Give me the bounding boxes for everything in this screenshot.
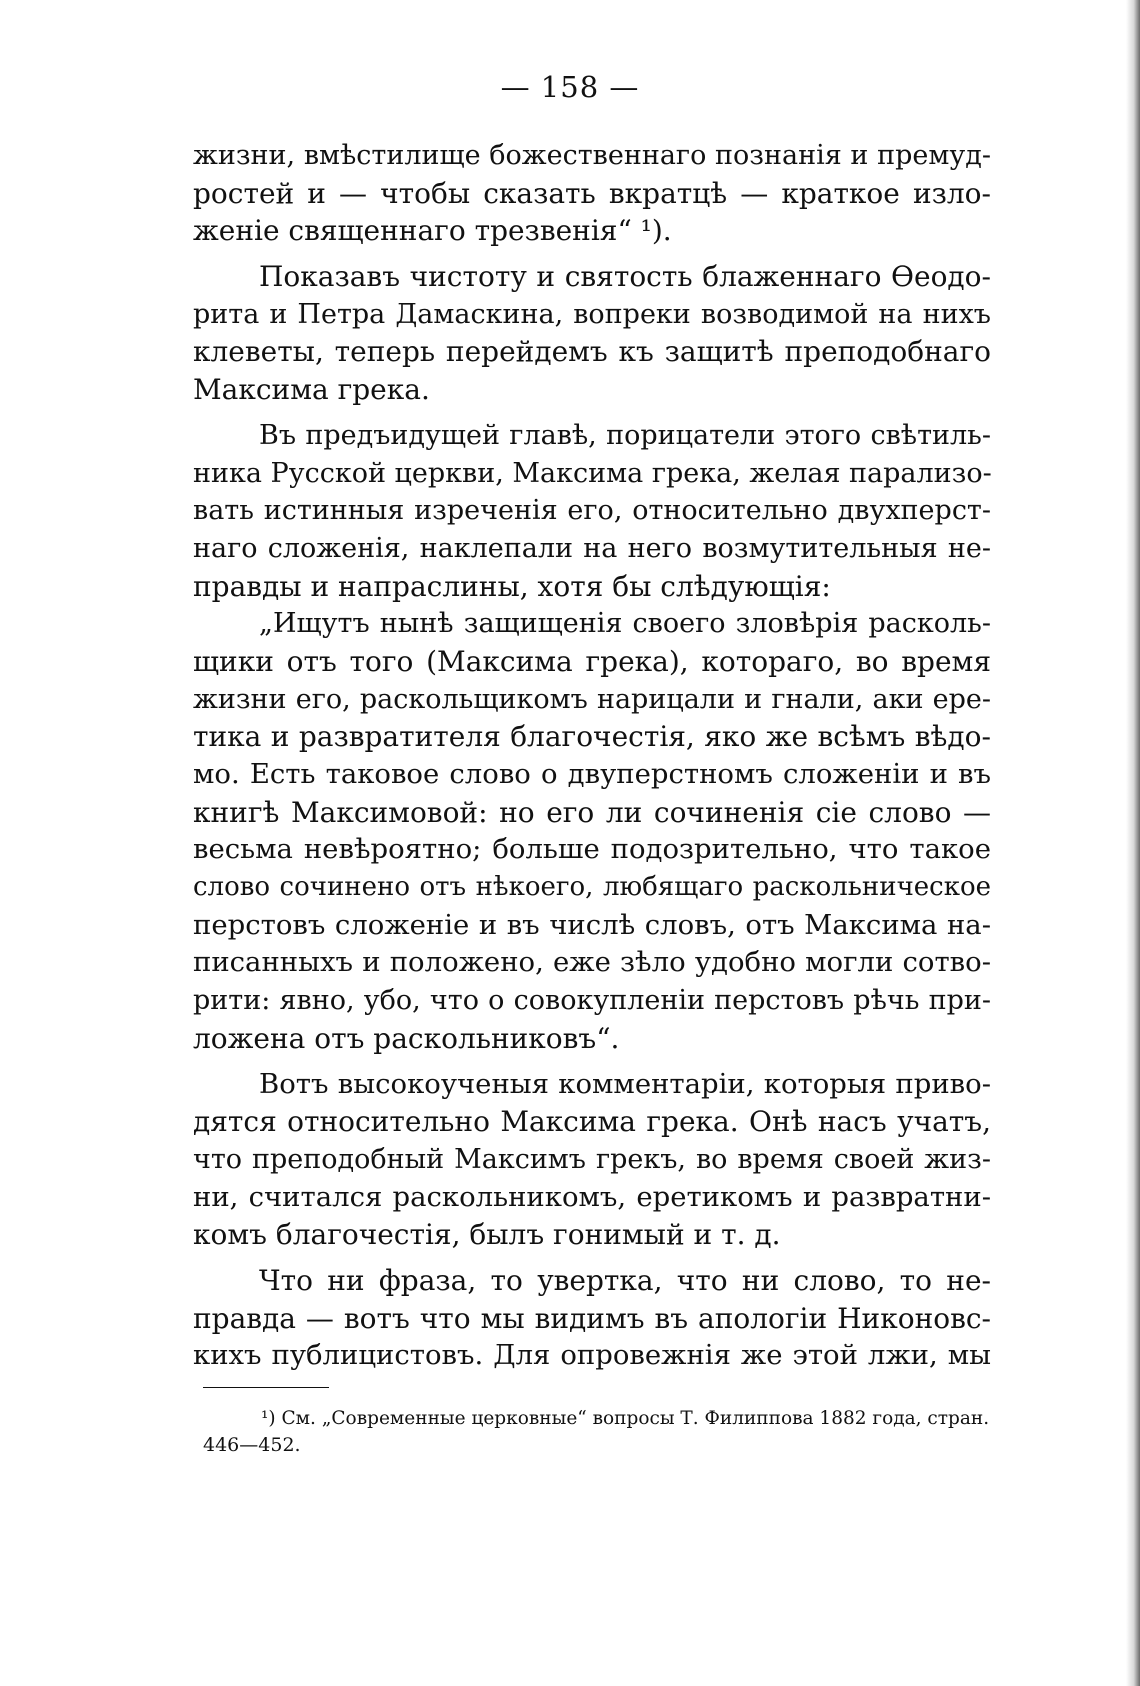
- text-line: наго сложенія, наклепали на него возмутительныя не-: [193, 532, 991, 564]
- text-line: кихъ публицистовъ. Для опровежнія же этой лжи, мы: [193, 1339, 991, 1372]
- text-line: мо. Есть таковое слово о двуперстномъ сложеніи и въ: [193, 758, 991, 790]
- text-line: Вотъ высокоученыя комментаріи, которыя приво-: [259, 1067, 991, 1100]
- scan-edge-shadow: [1126, 0, 1140, 1686]
- text-line: жизни, вмѣстилище божественнаго познанія и премуд-: [193, 140, 991, 171]
- text-line: рита и Петра Дамаскина, вопреки возводимой на нихъ: [193, 298, 991, 330]
- text-line: дятся относительно Максима грека. Онѣ насъ учатъ,: [193, 1105, 991, 1139]
- text-line: женіе священнаго трезвенія“ ¹).: [193, 214, 672, 248]
- body-text: [193, 137, 991, 1375]
- paragraph-2: [193, 258, 991, 409]
- footnote: [203, 1405, 989, 1459]
- text-line: щики отъ того (Максима грека), котораго, во время: [193, 644, 991, 678]
- paragraph-6: [193, 1262, 991, 1375]
- text-line: Что ни фраза, то увертка, что ни слово, то не-: [259, 1263, 991, 1297]
- text-line: ника Русской церкви, Максима грека, желая парализо-: [193, 457, 992, 489]
- page-number: — 158 —: [500, 70, 640, 104]
- text-line: жизни его, раскольщикомъ нарицали и гнали, аки ере-: [193, 683, 991, 715]
- text-line: правды и напраслины, хотя бы слѣдующія:: [193, 569, 831, 603]
- footnote-divider: [203, 1387, 329, 1388]
- text-line: весьма невѣроятно; больше подозрительно, что такое: [193, 833, 991, 866]
- footnote-line: ¹) См. „Современные церковные“ вопросы Т. Филиппова 1882 года, стран.: [261, 1408, 990, 1429]
- text-line: писанныхъ и положено, еже зѣло удобно могли сотво-: [193, 946, 991, 979]
- text-line: тика и развратителя благочестія, яко же всѣмъ вѣдо-: [193, 720, 991, 754]
- footnote-line: 446—452.: [203, 1434, 301, 1456]
- text-line: ростей и — чтобы сказать вкратцѣ — краткое изло-: [193, 176, 991, 210]
- text-line: слово сочинено отъ нѣкоего, любящаго раскольническое: [193, 872, 991, 903]
- text-line: Максима грека.: [193, 373, 430, 407]
- paragraph-3: [193, 417, 991, 605]
- text-line: книгѣ Максимовой: но его ли сочиненія сіе слово —: [193, 795, 991, 829]
- text-line: рити: явно, убо, что о совокупленіи перстовъ рѣчь при-: [193, 985, 991, 1017]
- paragraph-1: [193, 137, 991, 250]
- quotation: [193, 605, 991, 1057]
- text-line: ни, считался раскольникомъ, еретикомъ и развратни-: [193, 1180, 991, 1213]
- text-line: комъ благочестія, былъ гонимый и т. д.: [193, 1218, 781, 1252]
- text-line: ложена отъ раскольниковъ“.: [193, 1021, 620, 1055]
- text-line: „Ищутъ нынѣ защищенія своего зловѣрія расколь-: [259, 608, 991, 640]
- text-line: Въ предъидущей главѣ, порицатели этого свѣтиль-: [259, 419, 991, 451]
- text-line: Показавъ чистоту и святость блаженнаго Ѳеодо-: [259, 260, 991, 294]
- text-line: перстовъ сложеніе и въ числѣ словъ, отъ Максима на-: [193, 908, 991, 941]
- text-line: правда — вотъ что мы видимъ въ апологіи Никоновс-: [193, 1301, 991, 1335]
- text-line: клеветы, теперь перейдемъ къ защитѣ преподобнаго: [193, 335, 991, 369]
- paragraph-5: [193, 1066, 991, 1254]
- text-line: вать истинныя изреченія его, относительно двухперст-: [193, 495, 991, 527]
- text-line: что преподобный Максимъ грекъ, во время своей жиз-: [193, 1143, 991, 1175]
